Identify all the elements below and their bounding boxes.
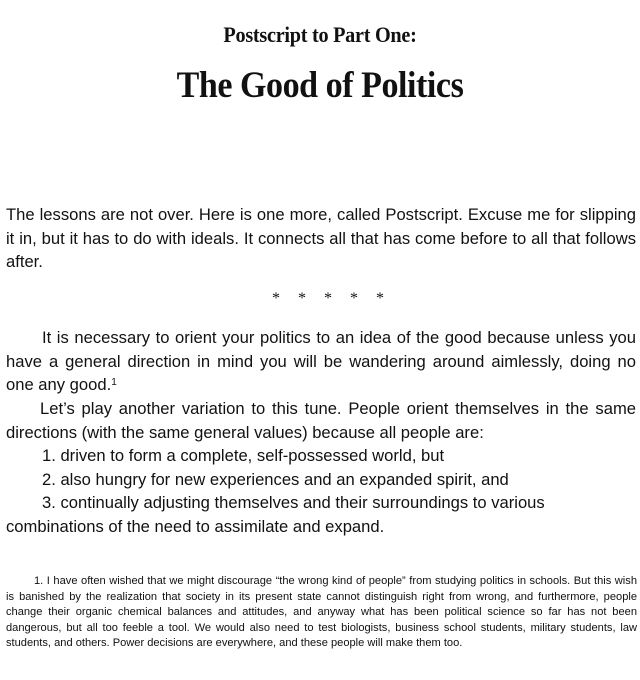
list-item-2: 2. also hungry for new experiences and an expanded spirit, and (42, 469, 509, 489)
list-item-3-continued: combinations of the need to assimilate and expand. (6, 516, 385, 536)
variation-paragraph: Let’s play another variation to this tune. People orient themselves in the same directions (with the same general values) because all people are: (6, 399, 636, 442)
list-item-3: 3. continually adjusting themselves and their surroundings to various (42, 493, 545, 512)
list-item-1: 1. driven to form a complete, self-possessed world, but (42, 446, 445, 465)
intro-paragraph: The lessons are not over. Here is one more, called Postscript. Excuse me for slipping it in, but it has to do with ideals. It connects all that has come before to all that follows after. (6, 205, 636, 271)
chapter-title: The Good of Politics (176, 65, 464, 106)
section-separator: * * * * * (272, 290, 386, 307)
orient-paragraph (6, 326, 636, 397)
chapter-subtitle: Postscript to Part One: (223, 22, 417, 47)
values-list (6, 444, 636, 538)
orient-paragraph-text: It is necessary to orient your politics to an idea of the good because unless you have a general direction in mind you will be wandering around aimlessly, doing no one any good. (6, 328, 636, 394)
footnote-1: 1. I have often wished that we might discourage “the wrong kind of people” from studying politics in schools. But this wish is banished by the realization that society in its present state cannot distinguish right from wrong, and furthermore, people change their organic chemical balances and attitudes, and anyway what has been political science so far has not been dangerous, but all too feeble a tool. We would also need to test biologists, business school students, military students, law students, and others. Power decisions are everywhere, and these people will make them too. (6, 575, 637, 650)
footnote-reference[interactable]: 1 (111, 377, 117, 388)
